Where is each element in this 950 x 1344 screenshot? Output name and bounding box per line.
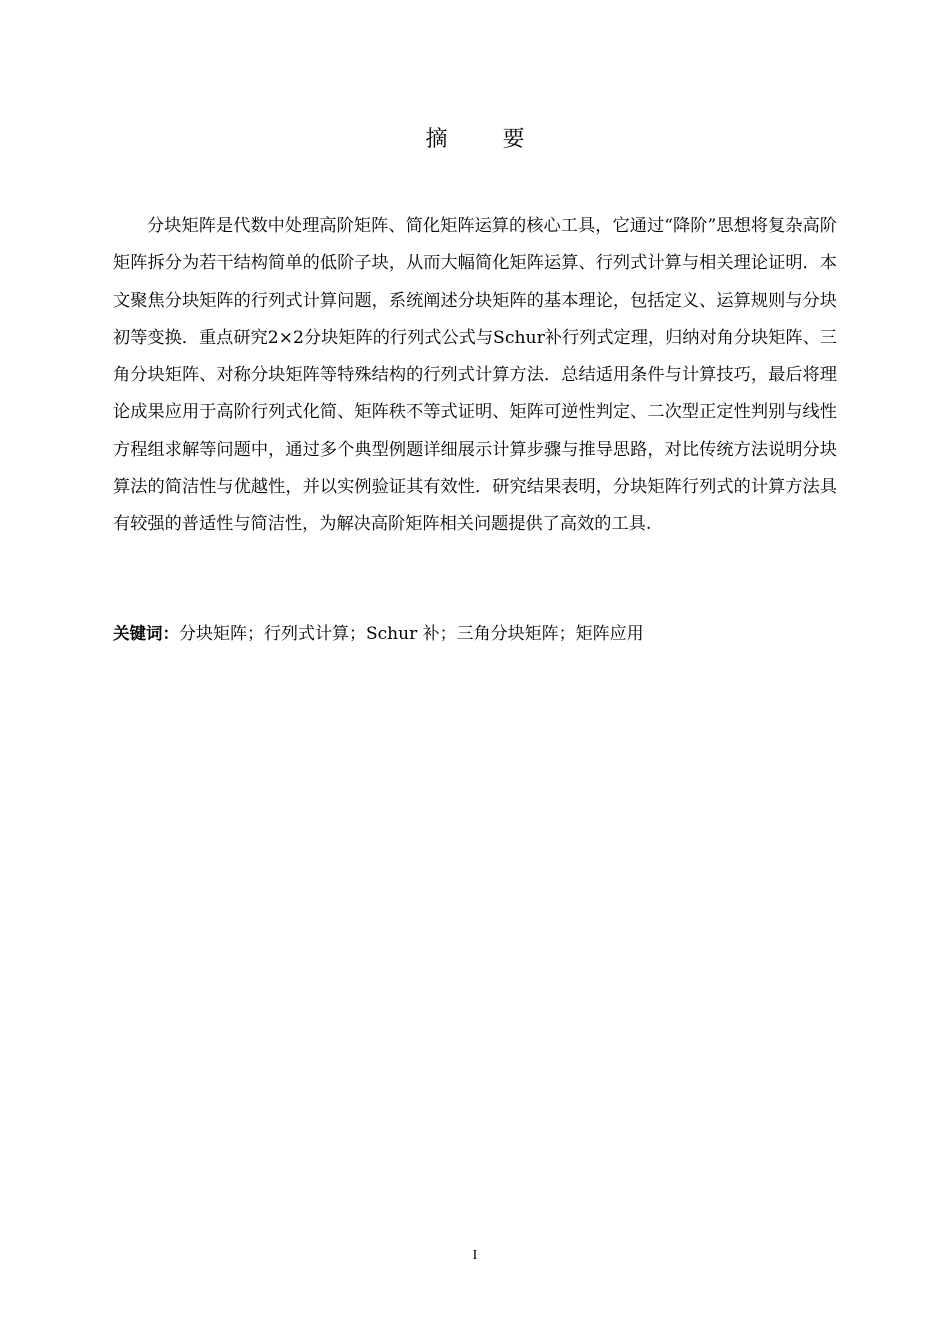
abstract-body: 分块矩阵是代数中处理高阶矩阵、简化矩阵运算的核心工具，它通过“降阶”思想将复杂高阶矩阵拆分为若干结构简单的低阶子块，从而大幅简化矩阵运算、行列式计算与相关理论证明．本文聚焦分块矩阵的行列式计算问题，系统阐述分块矩阵的基本理论，包括定义、运算规则与分块初等变换．重点研究2×2分块矩阵的行列式公式与Schur补行列式定理，归纳对角分块矩阵、三角分块矩阵、对称分块矩阵等特殊结构的行列式计算方法．总结适用条件与计算技巧，最后将理论成果应用于高阶行列式化简、矩阵秩不等式证明、矩阵可逆性判定、二次型正定性判别与线性方程组求解等问题中，通过多个典型例题详细展示计算步骤与推导思路，对比传统方法说明分块算法的简洁性与优越性，并以实例验证其有效性．研究结果表明，分块矩阵行列式的计算方法具有较强的普适性与简洁性，为解决高阶矩阵相关问题提供了高效的工具. [113, 216, 837, 535]
keywords-line [113, 616, 837, 652]
keywords-text: 分块矩阵；行列式计算；Schur 补；三角分块矩阵；矩阵应用 [179, 624, 644, 644]
keywords-label: 关键词： [113, 624, 179, 643]
abstract-title: 摘 要 [425, 127, 549, 152]
page-number: I [472, 1248, 478, 1263]
